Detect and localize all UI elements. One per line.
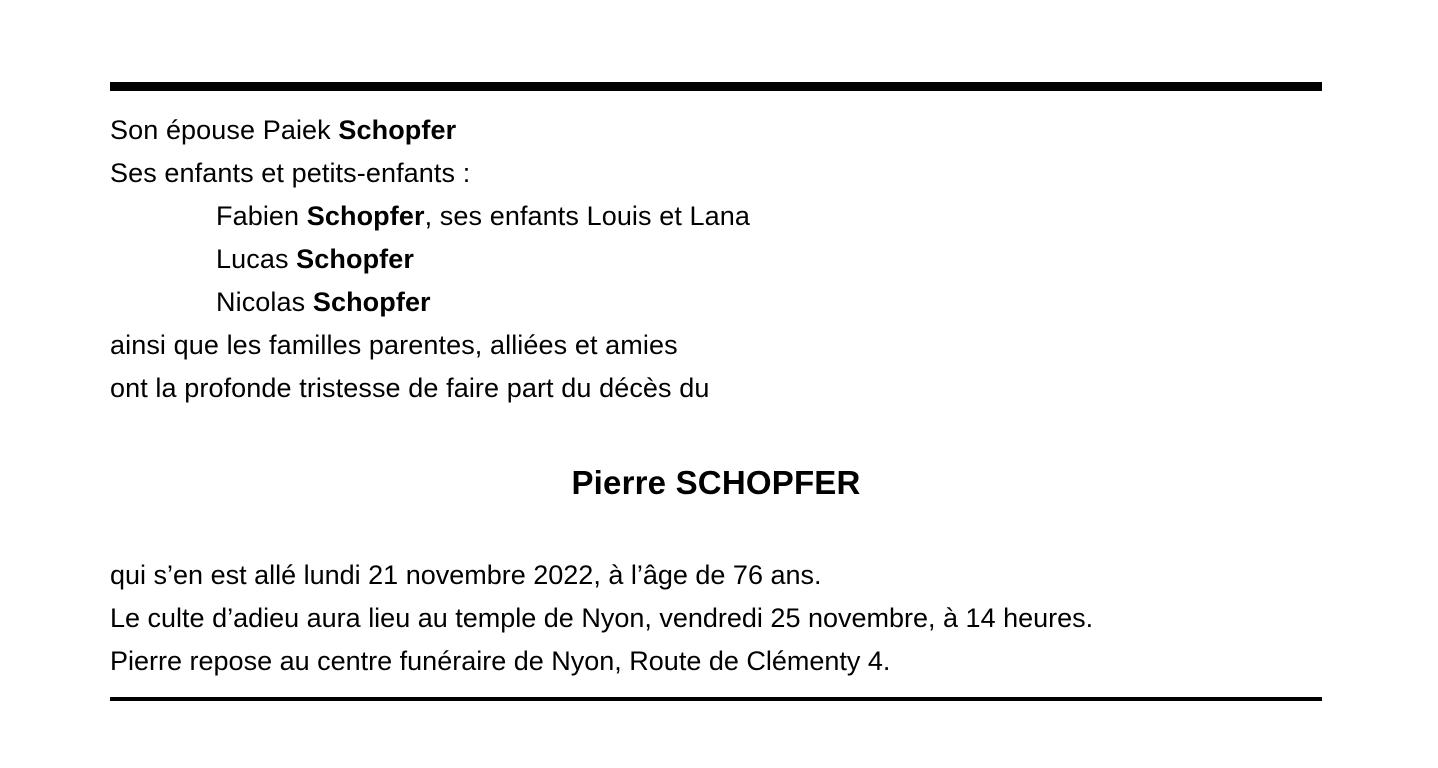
notice-line — [110, 152, 1322, 195]
notice-line — [110, 238, 1322, 281]
notice-line: qui s’en est allé lundi 21 novembre 2022, à l’âge de 76 ans. — [110, 560, 822, 590]
line-text-plain: ont la profonde tristesse de faire part du décès du — [110, 373, 710, 403]
notice-line — [110, 109, 1322, 152]
notice-line: Le culte d’adieu aura lieu au temple de Nyon, vendredi 25 novembre, à 14 heures. — [110, 603, 1094, 633]
family-listing — [110, 91, 1322, 410]
service-details — [110, 554, 1322, 683]
line-text-plain: ainsi que les familles parentes, alliées et amies — [110, 330, 678, 360]
line-text-plain: Fabien — [216, 201, 307, 231]
line-text-plain: Ses enfants et petits-enfants : — [110, 158, 471, 188]
notice-line — [110, 367, 1322, 410]
line-text-plain: Lucas — [216, 244, 297, 274]
line-text-suffix: , ses enfants Louis et Lana — [424, 201, 751, 231]
notice-line — [110, 281, 1322, 324]
death-notice — [110, 82, 1322, 701]
notice-line — [110, 324, 1322, 367]
bottom-divider — [110, 697, 1322, 701]
line-text-bold: Schopfer — [312, 287, 431, 317]
notice-line: Pierre repose au centre funéraire de Nyon, Route de Clémenty 4. — [110, 646, 891, 676]
line-text-plain: Nicolas — [216, 287, 313, 317]
line-text-bold: Schopfer — [306, 201, 425, 231]
line-text-bold: Schopfer — [296, 244, 414, 274]
top-divider — [110, 82, 1322, 91]
deceased-name: Pierre SCHOPFER — [571, 464, 861, 501]
line-text-bold: Schopfer — [338, 115, 457, 145]
line-text-plain: Son épouse Paiek — [110, 115, 339, 145]
notice-line — [110, 195, 1322, 238]
